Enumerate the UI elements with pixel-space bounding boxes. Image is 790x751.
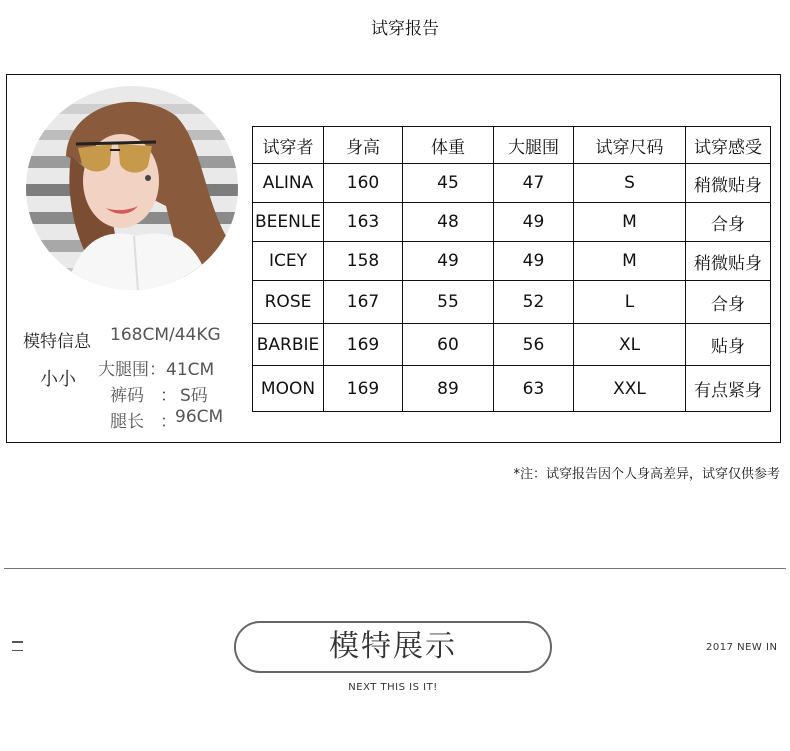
cell-tester: ROSE xyxy=(253,281,324,324)
model-size-value: S码 xyxy=(180,386,208,406)
cell-thigh: 47 xyxy=(494,164,574,203)
cell-size: L xyxy=(574,281,686,324)
cell-thigh: 56 xyxy=(494,324,574,366)
cell-tester: MOON xyxy=(253,366,324,412)
cell-feeling: 贴身 xyxy=(686,324,771,366)
model-height-weight: 168CM/44KG xyxy=(110,325,221,345)
cell-height: 158 xyxy=(324,242,403,281)
cell-tester: BARBIE xyxy=(253,324,324,366)
cell-weight: 45 xyxy=(403,164,494,203)
cell-height: 163 xyxy=(324,203,403,242)
header-tester: 试穿者 xyxy=(253,127,324,164)
model-leg-label: 腿长 xyxy=(110,412,144,432)
table-row xyxy=(253,324,771,366)
model-thigh: 大腿围：41CM xyxy=(98,360,215,380)
header-height: 身高 xyxy=(324,127,403,164)
table-header-row xyxy=(253,127,771,164)
cell-feeling: 合身 xyxy=(686,203,771,242)
cell-size: M xyxy=(574,203,686,242)
model-leg-value: 96CM xyxy=(175,407,224,427)
model-size-label: 裤码 xyxy=(110,386,144,406)
header-weight: 体重 xyxy=(403,127,494,164)
model-leg-sep: ： xyxy=(160,412,177,432)
cell-tester: BEENLE xyxy=(253,203,324,242)
header-size: 试穿尺码 xyxy=(574,127,686,164)
table-row xyxy=(253,242,771,281)
table-row xyxy=(253,366,771,412)
cell-tester: ALINA xyxy=(253,164,324,203)
cell-feeling: 合身 xyxy=(686,281,771,324)
model-name: 小小 xyxy=(40,369,76,390)
model-size-sep: ： xyxy=(160,386,177,406)
disclaimer-note: *注：试穿报告因个人身高差异，试穿仅供参考 xyxy=(513,467,780,482)
cell-feeling: 有点紧身 xyxy=(686,366,771,412)
cell-size: S xyxy=(574,164,686,203)
cell-size: XXL xyxy=(574,366,686,412)
menu-icon[interactable] xyxy=(12,641,23,653)
cell-thigh: 49 xyxy=(494,203,574,242)
section-divider xyxy=(4,568,786,569)
cell-weight: 48 xyxy=(403,203,494,242)
cell-feeling: 稍微贴身 xyxy=(686,164,771,203)
cell-weight: 49 xyxy=(403,242,494,281)
cell-weight: 55 xyxy=(403,281,494,324)
model-photo-icon xyxy=(26,86,238,290)
cell-height: 169 xyxy=(324,324,403,366)
table-row xyxy=(253,281,771,324)
cell-tester: ICEY xyxy=(253,242,324,281)
cell-size: XL xyxy=(574,324,686,366)
cell-thigh: 63 xyxy=(494,366,574,412)
header-thigh: 大腿围 xyxy=(494,127,574,164)
page-title: 试穿报告 xyxy=(371,19,439,39)
cell-thigh: 52 xyxy=(494,281,574,324)
table-row xyxy=(253,203,771,242)
model-info-label: 模特信息 xyxy=(23,332,91,352)
cell-height: 167 xyxy=(324,281,403,324)
cell-height: 160 xyxy=(324,164,403,203)
banner-subtitle: NEXT THIS IS IT! xyxy=(348,682,438,693)
header-feeling: 试穿感受 xyxy=(686,127,771,164)
cell-size: M xyxy=(574,242,686,281)
model-showcase-banner: 模特展示 xyxy=(234,621,552,673)
cell-thigh: 49 xyxy=(494,242,574,281)
fit-report-table xyxy=(252,126,771,412)
cell-feeling: 稍微贴身 xyxy=(686,242,771,281)
cell-weight: 89 xyxy=(403,366,494,412)
model-avatar xyxy=(26,86,238,290)
table-row xyxy=(253,164,771,203)
cell-height: 169 xyxy=(324,366,403,412)
new-in-tag: 2017 NEW IN xyxy=(706,642,778,653)
cell-weight: 60 xyxy=(403,324,494,366)
